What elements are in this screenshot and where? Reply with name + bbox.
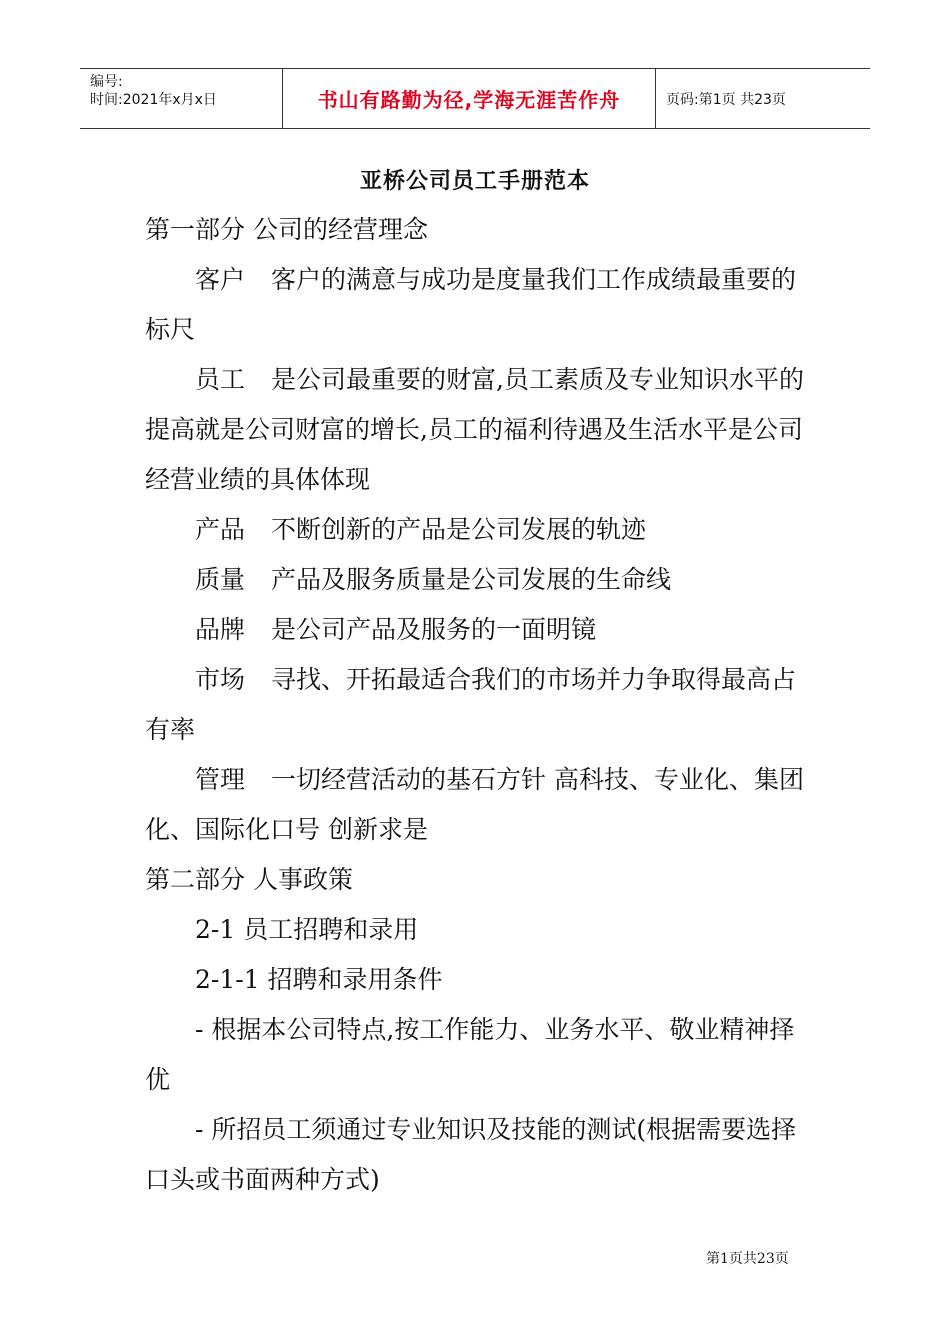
part1-heading: 第一部分 公司的经营理念 xyxy=(145,215,428,244)
bullet-item: - 根据本公司特点,按工作能力、业务水平、敬业精神择优 xyxy=(145,1015,795,1094)
header-motto xyxy=(282,69,656,128)
header-meta xyxy=(80,69,282,128)
page-label: 页码:第1页 共23页 xyxy=(666,91,786,108)
item-text: 是公司产品及服务的一面明镜 xyxy=(271,615,597,644)
item-product xyxy=(145,505,810,555)
item-customer xyxy=(145,255,810,355)
item-text: 一切经营活动的基石方针 高科技、专业化、集团化、国际化口号 创新求是 xyxy=(145,765,804,844)
item-text: 不断创新的产品是公司发展的轨迹 xyxy=(271,515,647,544)
motto-text: 书山有路勤为径,学海无涯苦作舟 xyxy=(317,88,621,112)
item-text: 客户的满意与成功是度量我们工作成绩最重要的标尺 xyxy=(145,265,797,344)
item-term: 市场 xyxy=(195,665,246,694)
page-footer: 第1页共23页 xyxy=(706,1251,789,1267)
item-quality xyxy=(145,555,810,605)
header-page-info xyxy=(656,69,870,128)
bullet-item: - 所招员工须通过专业知识及技能的测试(根据需要选择口头或书面两种方式) xyxy=(145,1115,797,1194)
item-term: 管理 xyxy=(195,765,246,794)
item-text: 寻找、开拓最适合我们的市场并力争取得最高占有率 xyxy=(145,665,797,744)
item-term: 质量 xyxy=(195,565,246,594)
item-term: 客户 xyxy=(195,265,246,294)
document-title: 亚桥公司员工手册范本 xyxy=(359,169,590,194)
section-2-1-1: 2-1-1 招聘和录用条件 xyxy=(195,965,443,994)
part2-heading: 第二部分 人事政策 xyxy=(145,865,353,894)
item-brand xyxy=(145,605,810,655)
item-management xyxy=(145,755,810,855)
item-text: 是公司最重要的财富,员工素质及专业知识水平的提高就是公司财富的增长,员工的福利待遇及生活水平是公司经营业绩的具体体现 xyxy=(145,365,804,494)
item-term: 员工 xyxy=(195,365,246,394)
time-label: 时间:2021年x月x日 xyxy=(90,92,217,108)
item-term: 品牌 xyxy=(195,615,246,644)
page-header xyxy=(80,68,870,129)
number-label: 编号: xyxy=(90,74,123,90)
item-text: 产品及服务质量是公司发展的生命线 xyxy=(271,565,672,594)
item-term: 产品 xyxy=(195,515,246,544)
section-2-1: 2-1 员工招聘和录用 xyxy=(195,915,419,944)
item-employee xyxy=(145,355,810,505)
document-body xyxy=(145,205,810,1205)
item-market xyxy=(145,655,810,755)
